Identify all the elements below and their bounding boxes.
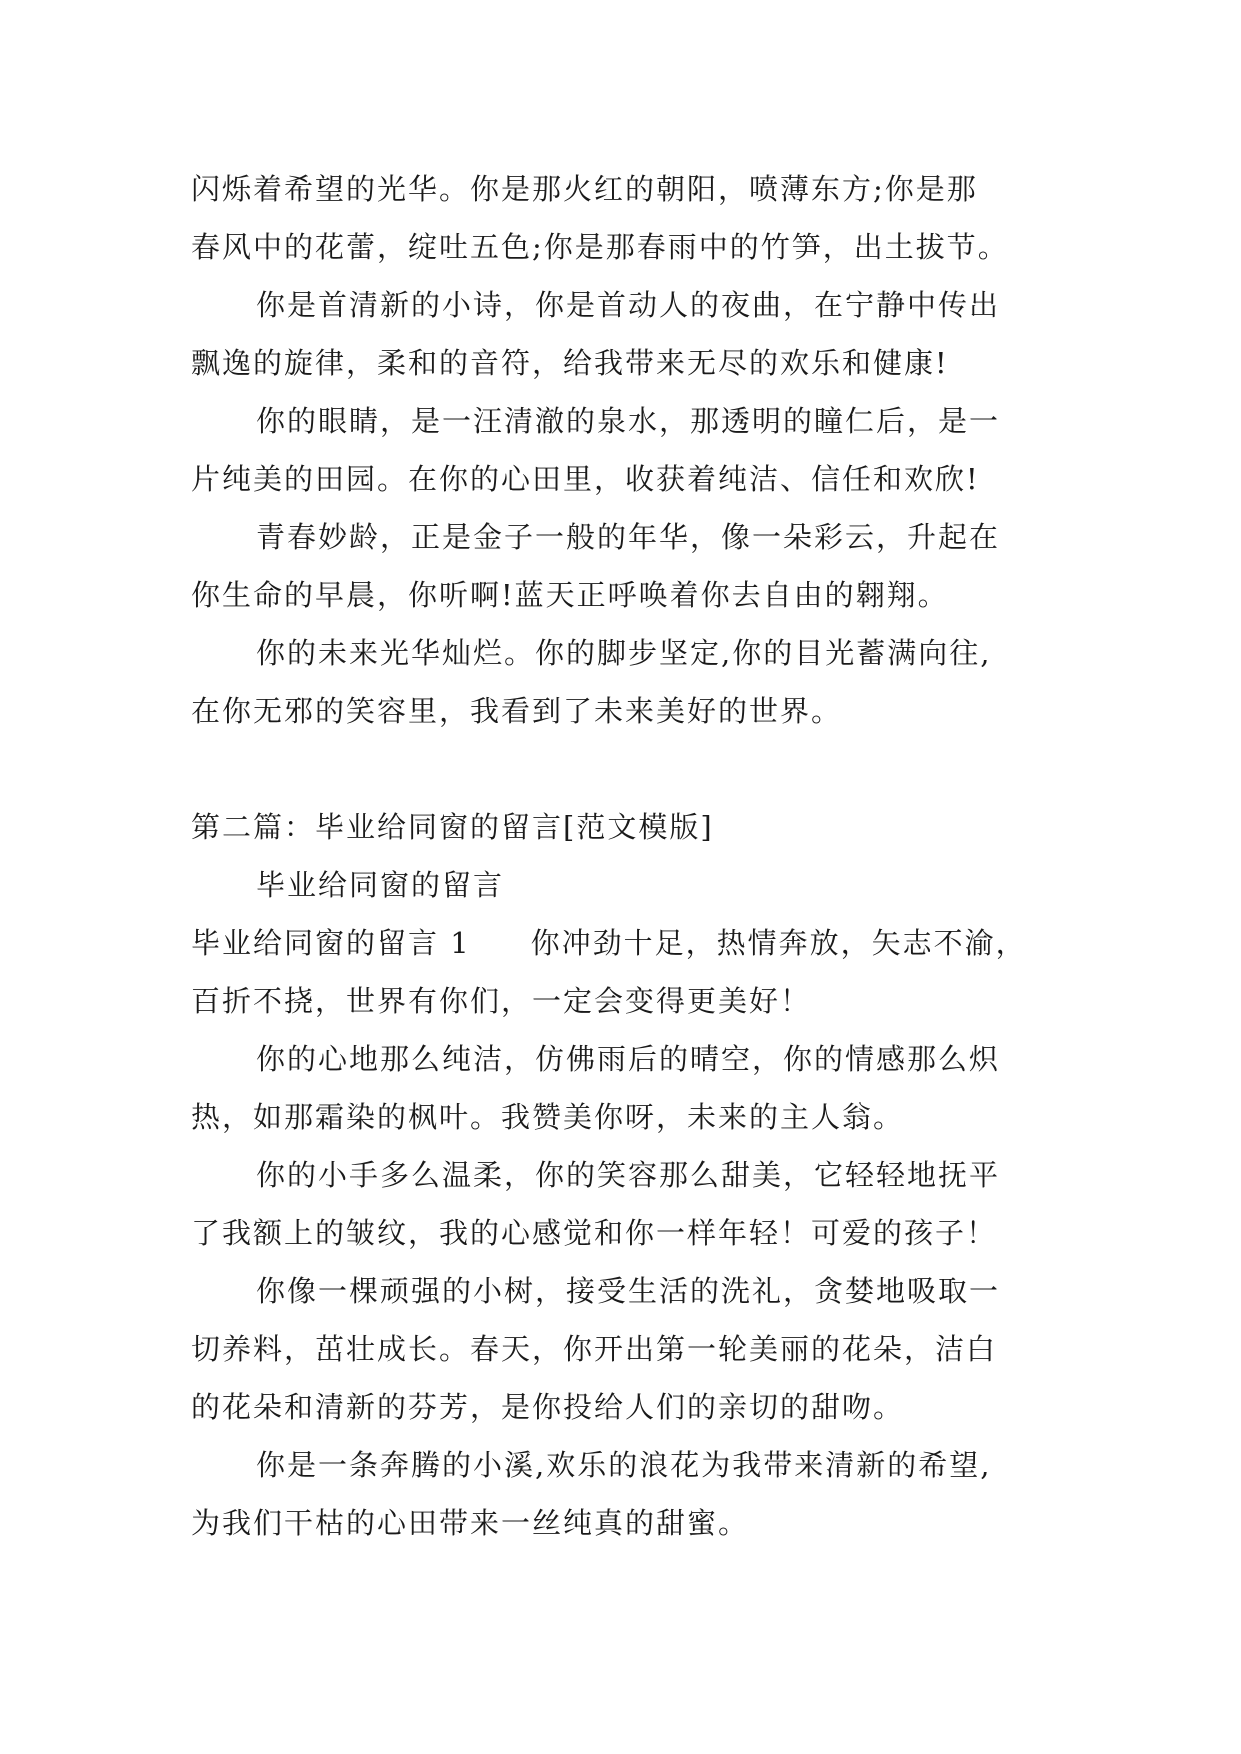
document-body bbox=[191, 160, 1061, 1552]
section-heading: 第二篇：毕业给同窗的留言[范文模版] bbox=[191, 810, 714, 844]
paragraph-line: 热，如那霜染的枫叶。我赞美你呀，未来的主人翁。 bbox=[191, 1100, 905, 1134]
entry-label: 毕业给同窗的留言 1 bbox=[191, 926, 471, 960]
paragraph-line: 为我们干枯的心田带来一丝纯真的甜蜜。 bbox=[191, 1506, 750, 1540]
paragraph-line: 你是一条奔腾的小溪,欢乐的浪花为我带来清新的希望, bbox=[256, 1448, 992, 1482]
paragraph-line: 百折不挠，世界有你们，一定会变得更美好！ bbox=[191, 984, 812, 1018]
paragraph-line: 春风中的花蕾，绽吐五色;你是那春雨中的竹笋，出土拔节。 bbox=[191, 230, 1009, 264]
paragraph-line: 你像一棵顽强的小树，接受生活的洗礼，贪婪地吸取一 bbox=[256, 1274, 1001, 1308]
paragraph-line: 飘逸的旋律，柔和的音符，给我带来无尽的欢乐和健康! bbox=[191, 346, 949, 380]
section-subheading: 毕业给同窗的留言 bbox=[256, 868, 505, 902]
entry-text: 你冲劲十足，热情奔放，矢志不渝， bbox=[530, 926, 1027, 960]
paragraph-line: 你生命的早晨，你听啊!蓝天正呼唤着你去自由的翱翔。 bbox=[191, 578, 949, 612]
paragraph-line: 你的心地那么纯洁，仿佛雨后的晴空，你的情感那么炽 bbox=[256, 1042, 1001, 1076]
paragraph-line: 青春妙龄，正是金子一般的年华，像一朵彩云，升起在 bbox=[256, 520, 1001, 554]
paragraph-line: 切养料，茁壮成长。春天，你开出第一轮美丽的花朵，洁白 bbox=[191, 1332, 998, 1366]
paragraph-line: 你是首清新的小诗，你是首动人的夜曲，在宁静中传出 bbox=[256, 288, 1001, 322]
paragraph-line: 你的眼睛，是一汪清澈的泉水，那透明的瞳仁后，是一 bbox=[256, 404, 1001, 438]
paragraph-line: 片纯美的田园。在你的心田里，收获着纯洁、信任和欢欣! bbox=[191, 462, 980, 496]
paragraph-line: 你的小手多么温柔，你的笑容那么甜美，它轻轻地抚平 bbox=[256, 1158, 1001, 1192]
paragraph-line bbox=[191, 914, 1061, 972]
paragraph-line: 你的未来光华灿烂。你的脚步坚定,你的目光蓄满向往, bbox=[256, 636, 992, 670]
paragraph-line: 闪烁着希望的光华。你是那火红的朝阳，喷薄东方;你是那 bbox=[191, 172, 978, 206]
section-gap bbox=[191, 740, 1061, 798]
paragraph-line: 了我额上的皱纹，我的心感觉和你一样年轻！可爱的孩子！ bbox=[191, 1216, 998, 1250]
paragraph-line: 在你无邪的笑容里，我看到了未来美好的世界。 bbox=[191, 694, 843, 728]
paragraph-line: 的花朵和清新的芬芳，是你投给人们的亲切的甜吻。 bbox=[191, 1390, 905, 1424]
